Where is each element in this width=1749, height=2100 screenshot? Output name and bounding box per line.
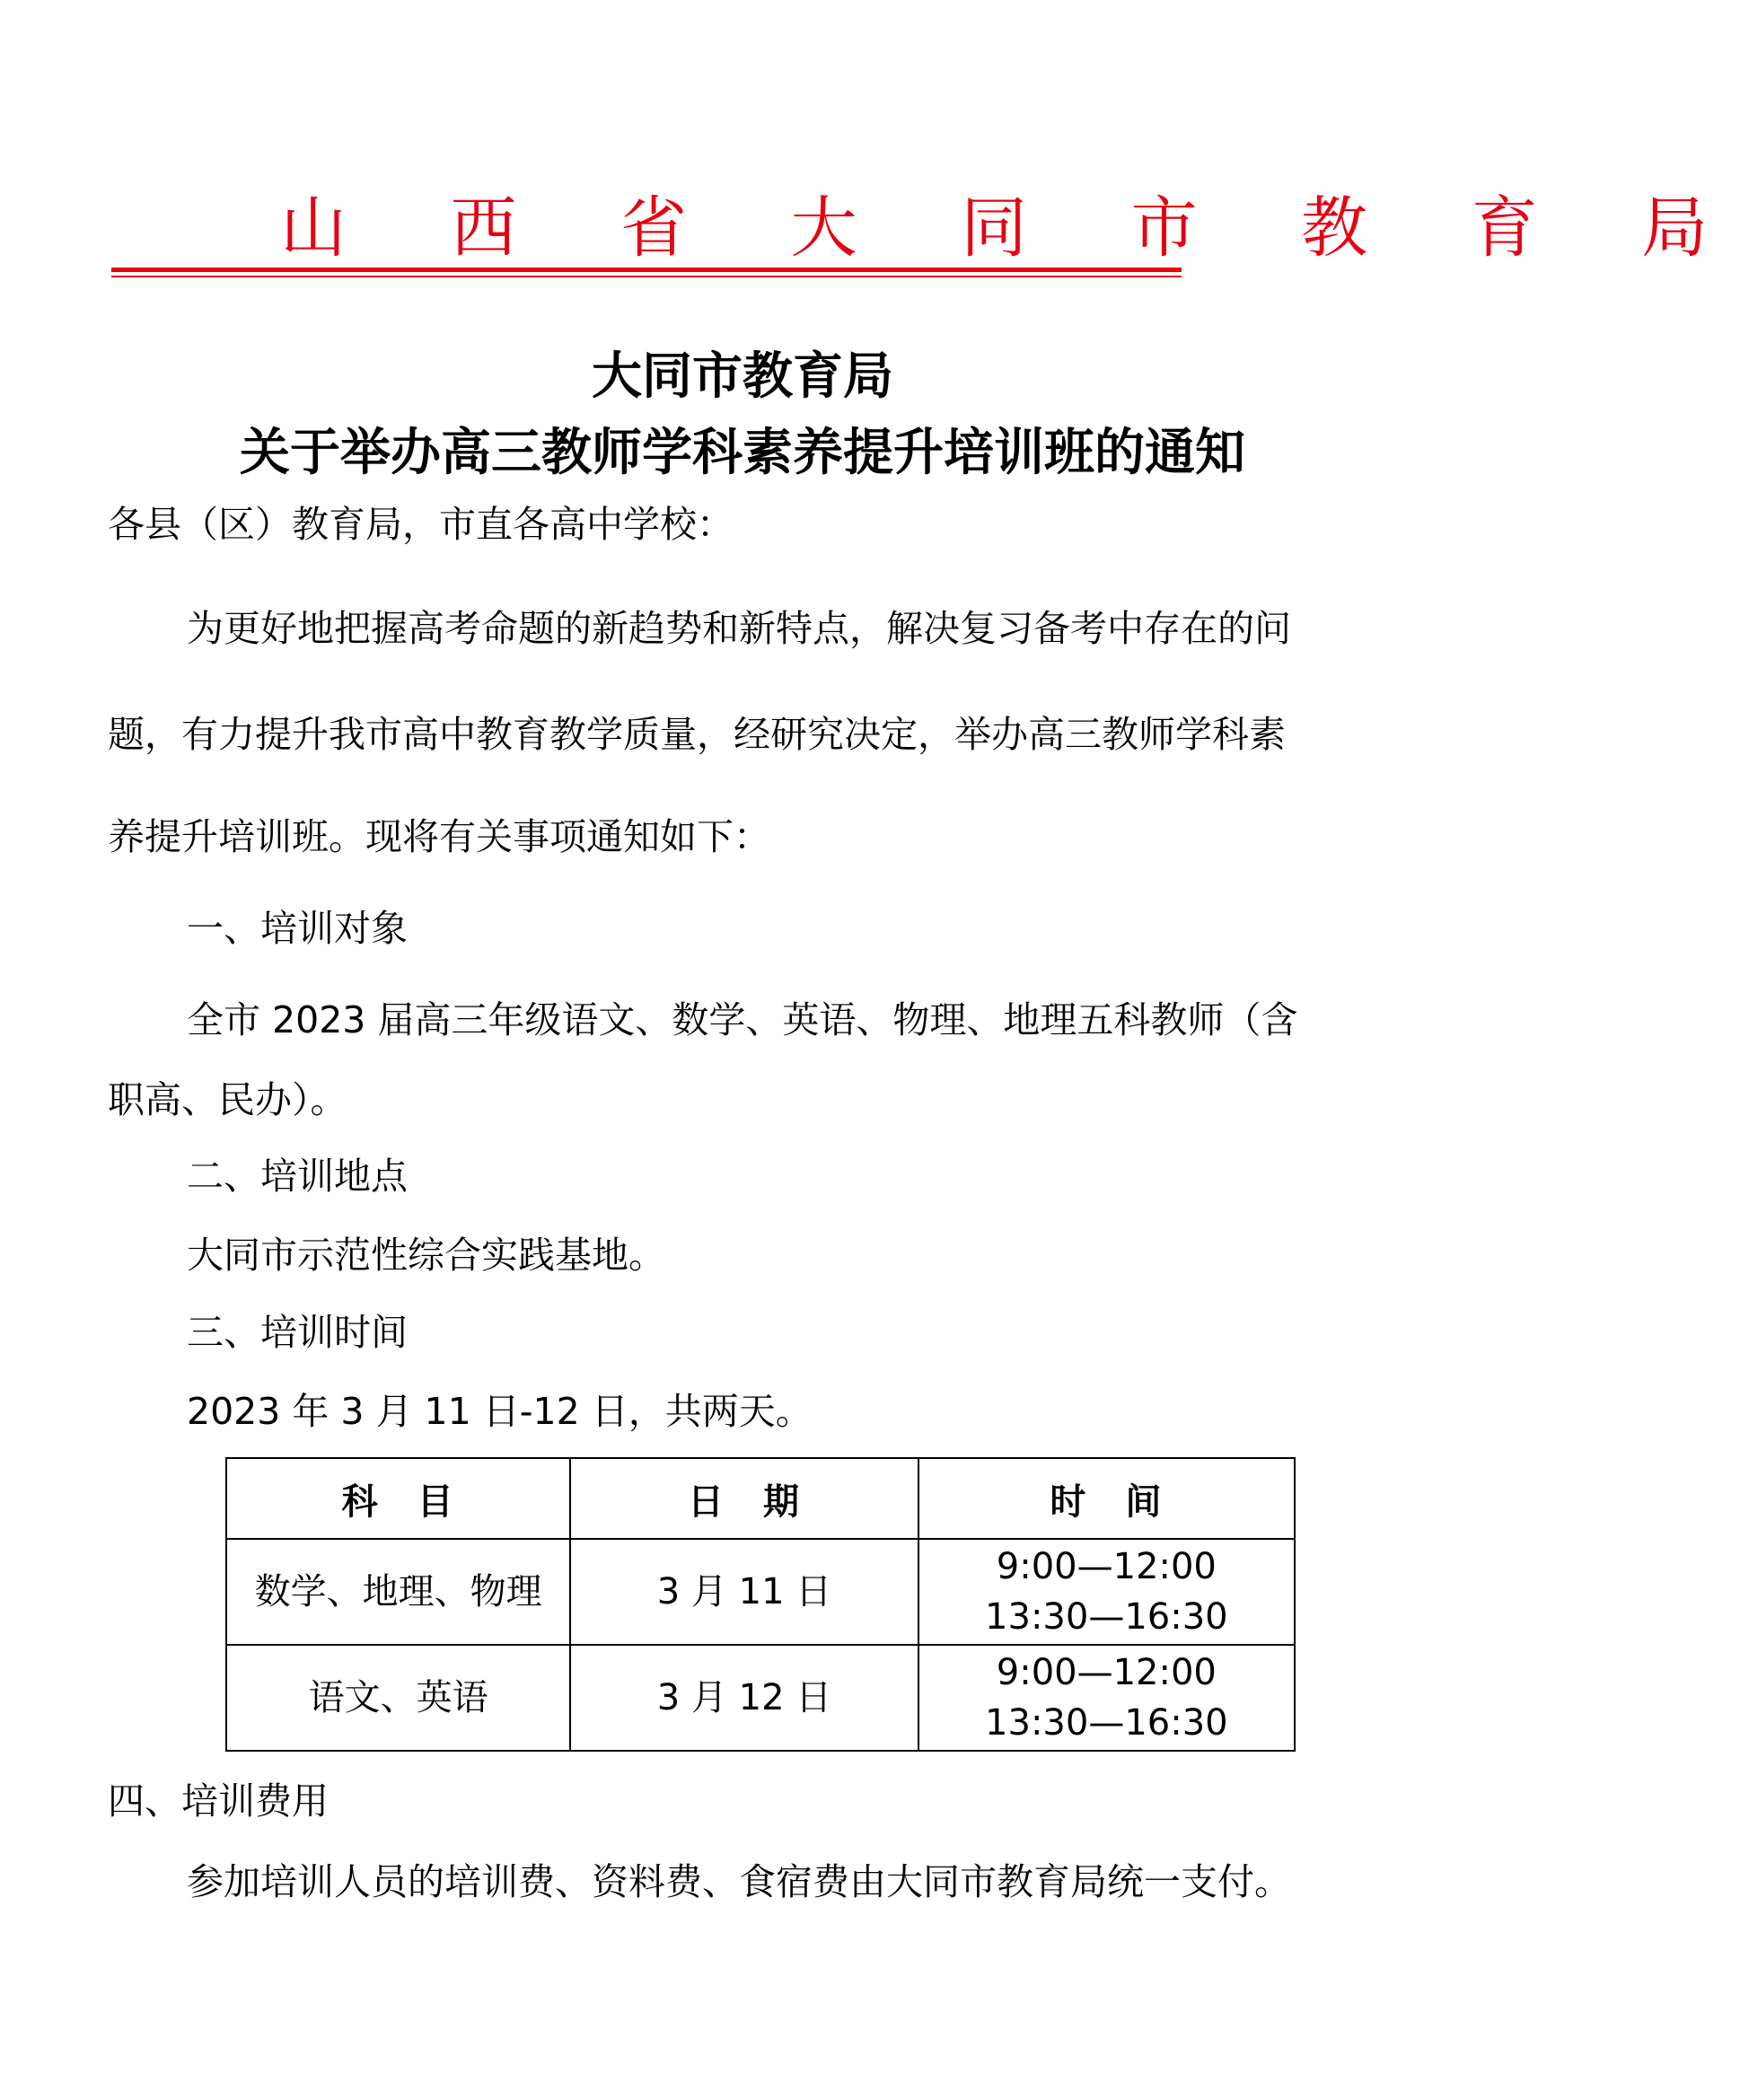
section2-text: 大同市示范性综合实践基地。 bbox=[187, 1234, 665, 1277]
table-cell-date: 3 月 12 日 bbox=[570, 1645, 918, 1751]
time-morning: 9:00—12:00 bbox=[996, 1546, 1217, 1587]
time-afternoon: 13:30—16:30 bbox=[985, 1596, 1228, 1638]
section4-text: 参加培训人员的培训费、资料费、食宿费由大同市教育局统一支付。 bbox=[187, 1860, 1291, 1903]
intro-paragraph-line1: 为更好地把握高考命题的新趋势和新特点，解决复习备考中存在的问 bbox=[187, 607, 1291, 650]
document-title-line1: 大同市教育局 bbox=[592, 347, 893, 406]
table-row bbox=[226, 1539, 1295, 1645]
time-afternoon: 13:30—16:30 bbox=[985, 1702, 1228, 1744]
schedule-table bbox=[225, 1457, 1296, 1752]
letterhead-rule-thick bbox=[111, 268, 1182, 272]
section1-text-line1: 全市 2023 届高三年级语文、数学、英语、物理、地理五科教师（含 bbox=[187, 998, 1298, 1041]
table-header-date: 日 期 bbox=[570, 1458, 918, 1539]
section1-text-line2: 职高、民办）。 bbox=[108, 1078, 347, 1121]
time-morning: 9:00—12:00 bbox=[996, 1652, 1217, 1693]
section4-heading: 四、培训费用 bbox=[108, 1779, 329, 1823]
section2-heading: 二、培训地点 bbox=[187, 1155, 408, 1198]
table-row bbox=[226, 1645, 1295, 1751]
intro-paragraph-line2: 题，有力提升我市高中教育教学质量，经研究决定，举办高三教师学科素 bbox=[108, 713, 1286, 756]
section3-heading: 三、培训时间 bbox=[187, 1311, 408, 1354]
table-cell-date: 3 月 11 日 bbox=[570, 1539, 918, 1645]
table-header-time: 时 间 bbox=[918, 1458, 1295, 1539]
table-cell-time bbox=[918, 1539, 1295, 1645]
letterhead-org-name: 山 西 省 大 同 市 教 育 局 bbox=[280, 189, 1749, 267]
table-cell-time bbox=[918, 1645, 1295, 1751]
table-header-row bbox=[226, 1458, 1295, 1539]
table-header-subject: 科 目 bbox=[226, 1458, 570, 1539]
section3-text: 2023 年 3 月 11 日-12 日，共两天。 bbox=[187, 1390, 813, 1433]
table-cell-subjects: 数学、地理、物理 bbox=[226, 1539, 570, 1645]
document-title-line2: 关于举办高三教师学科素养提升培训班的通知 bbox=[240, 423, 1245, 482]
letterhead-rule-thin bbox=[111, 276, 1182, 277]
salutation: 各县（区）教育局，市直各高中学校： bbox=[108, 503, 734, 546]
table-cell-subjects: 语文、英语 bbox=[226, 1645, 570, 1751]
intro-paragraph-line3: 养提升培训班。现将有关事项通知如下： bbox=[108, 815, 770, 858]
section1-heading: 一、培训对象 bbox=[187, 907, 408, 950]
